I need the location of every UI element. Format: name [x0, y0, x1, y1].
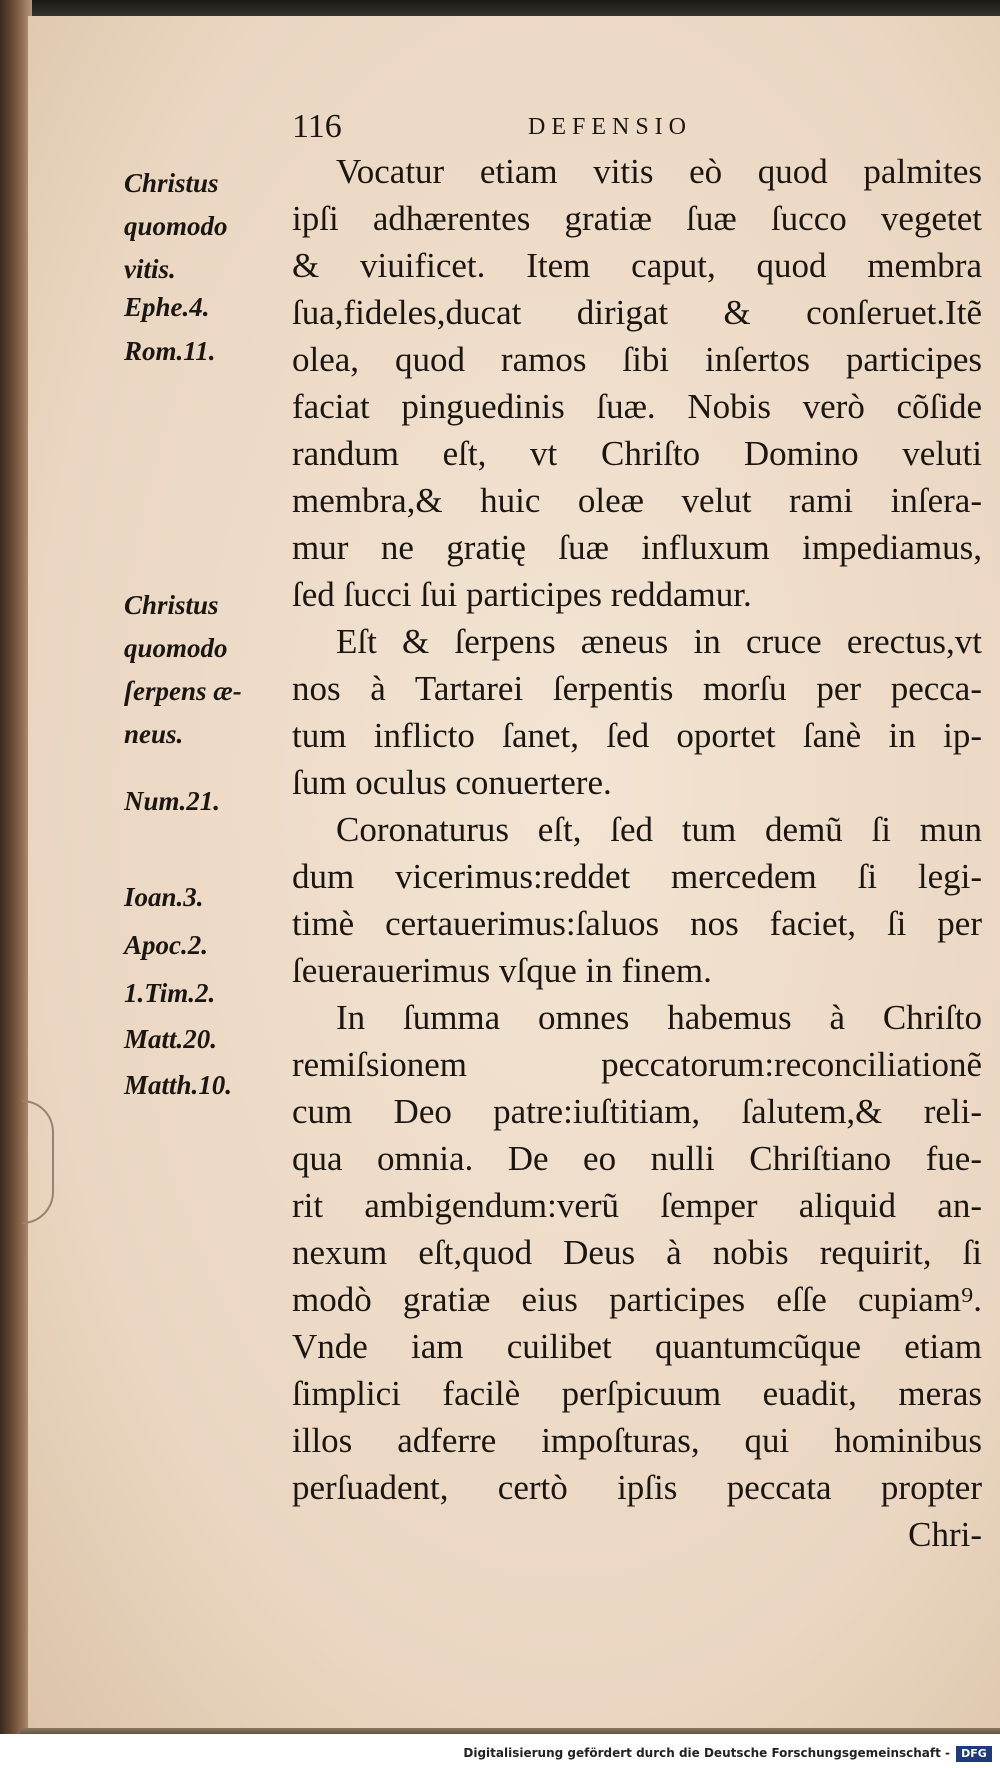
text-line: ſeuerauerimus vſque in finem.: [292, 951, 712, 990]
margin-note-line: Christus: [124, 168, 219, 198]
margin-note: [124, 1018, 217, 1061]
text-line: Coronaturus eſt, ſed tum demũ ſi mun: [336, 810, 982, 849]
margin-note: [124, 1064, 232, 1107]
margin-note-line: Ioan.3.: [124, 882, 204, 912]
margin-note-line: neus.: [124, 719, 184, 749]
margin-note-line: vitis.: [124, 254, 176, 284]
text-line: ſimplici facilè perſpicuum euadit, meras: [292, 1374, 982, 1413]
text-line: tum inflicto ſanet, ſed oportet ſanè in ip-: [292, 716, 982, 755]
text-line: cum Deo patre:iuſtitiam, ſalutem,& reli-: [292, 1092, 982, 1131]
text-line: olea, quod ramos ſibi inſertos participes: [292, 340, 982, 379]
text-line: perſuadent, certò ipſis peccata propter: [292, 1468, 982, 1507]
binding-mark: [22, 1100, 54, 1224]
body-text: [292, 148, 982, 1558]
text-line: mur ne gratię ſuæ influxum impediamus,: [292, 528, 982, 567]
text-line: modò gratiæ eius participes eſſe cupiam⁹.: [292, 1280, 982, 1319]
catchword: Chri-: [908, 1515, 982, 1554]
text-line: membra,& huic oleæ velut rami inſera-: [292, 481, 982, 520]
digitization-credit: Digitalisierung gefördert durch die Deutsche Forschungsgemeinschaft -: [463, 1746, 950, 1760]
text-line: rit ambigendum:verũ ſemper aliquid an-: [292, 1186, 982, 1225]
margin-note-line: ſerpens æ-: [124, 676, 242, 706]
text-line: In ſumma omnes habemus à Chriſto: [336, 998, 982, 1037]
margin-note-line: 1.Tim.2.: [124, 978, 216, 1008]
text-line: randum eſt, vt Chriſto Domino veluti: [292, 434, 982, 473]
text-line: nos à Tartarei ſerpentis morſu per pecca-: [292, 669, 982, 708]
text-line: illos adferre impoſturas, qui hominibus: [292, 1421, 982, 1460]
credit-bar: [0, 1734, 1000, 1768]
margin-note-line: quomodo: [124, 211, 228, 241]
text-line: Vocatur etiam vitis eò quod palmites: [336, 152, 982, 191]
margin-note: [124, 972, 215, 1015]
text-line: ſed ſucci ſui participes reddamur.: [292, 575, 752, 614]
text-line: dum vicerimus:reddet mercedem ſi legi-: [292, 857, 982, 896]
margin-note: [124, 780, 220, 823]
dfg-logo: DFG: [956, 1746, 992, 1762]
margin-note-line: Rom.11.: [124, 336, 216, 366]
text-line: remiſsionem peccatorum:reconciliationẽ: [292, 1045, 982, 1084]
text-line: Eſt & ſerpens æneus in cruce erectus,vt: [336, 622, 982, 661]
margin-note: [124, 162, 228, 291]
text-line: timè certauerimus:ſaluos nos faciet, ſi per: [292, 904, 982, 943]
margin-note-line: Matth.10.: [124, 1070, 233, 1100]
text-line: Vnde iam cuilibet quantumcũque etiam: [292, 1327, 982, 1366]
text-line: & viuificet. Item caput, quod membra: [292, 246, 982, 285]
text-line: qua omnia. De eo nulli Chriſtiano fue-: [292, 1139, 982, 1178]
running-head: DEFENSIO: [528, 114, 693, 140]
margin-note: [124, 330, 216, 373]
margin-note: [124, 924, 208, 967]
margin-note-line: quomodo: [124, 633, 228, 663]
margin-note-line: Matt.20.: [124, 1024, 218, 1054]
text-line: ſum oculus conuertere.: [292, 763, 612, 802]
text-line: ipſi adhærentes gratiæ ſuæ ſucco vegetet: [292, 199, 982, 238]
text-line: faciat pinguedinis ſuæ. Nobis verò cõſide: [292, 387, 982, 426]
margin-note: [124, 876, 204, 919]
margin-note-line: Christus: [124, 590, 219, 620]
text-line: nexum eſt,quod Deus à nobis requirit, ſi: [292, 1233, 982, 1272]
page-number: 116: [292, 108, 342, 145]
margin-note-line: Apoc.2.: [124, 930, 208, 960]
margin-note-line: Ephe.4.: [124, 292, 210, 322]
margin-note: [124, 584, 242, 756]
margin-note: [124, 286, 210, 329]
text-line: ſua,fideles,ducat dirigat & conſeruet.Itẽ: [292, 293, 982, 332]
margin-note-line: Num.21.: [124, 786, 221, 816]
